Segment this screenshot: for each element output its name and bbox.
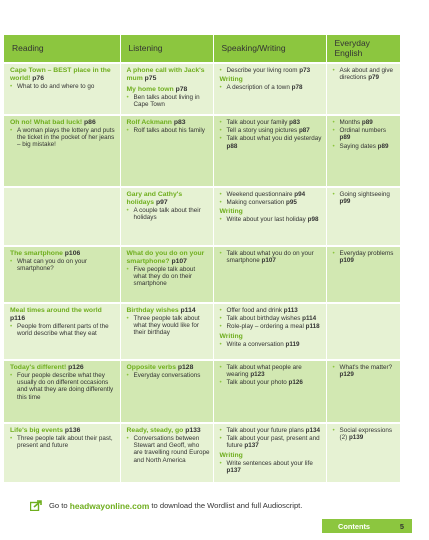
reading-list	[10, 258, 117, 272]
cell-speaking-writing	[213, 246, 326, 303]
item-page: p107	[261, 257, 276, 265]
page-label: Contents	[338, 522, 371, 531]
cell-speaking-writing	[213, 187, 326, 246]
listening-title	[127, 307, 210, 315]
writing-list	[220, 460, 323, 474]
cell-everyday-english	[326, 187, 400, 246]
reading-list	[10, 435, 117, 449]
listening-subtitle-page: p78	[175, 86, 188, 93]
writing-subheading: Writing	[219, 208, 243, 216]
cell-listening	[120, 187, 213, 246]
listening-list	[127, 435, 210, 464]
table-row	[4, 303, 400, 360]
listening-title-page: p83	[173, 119, 186, 126]
cell-reading	[4, 187, 120, 246]
speaking-list	[220, 250, 323, 264]
footer-link[interactable]: headwayonline.com	[69, 500, 150, 511]
reading-title-text: Today's different!	[10, 364, 67, 371]
item-text: What's the matter?	[339, 364, 393, 371]
listening-subtitle-text: My home town	[126, 86, 174, 93]
listening-subtitle	[127, 86, 210, 94]
cell-reading	[4, 303, 120, 360]
item-text: A woman plays the lottery and puts the ticket in the pocket of her jeans – big mistake!	[17, 127, 115, 149]
speaking-list	[220, 427, 323, 450]
reading-list	[10, 372, 117, 401]
reading-list	[10, 323, 117, 337]
speaking-list	[220, 191, 323, 206]
item-text: Saying dates	[339, 142, 376, 150]
list-item	[127, 372, 210, 379]
item-page: p95	[286, 199, 297, 207]
list-item	[220, 191, 323, 198]
list-item	[333, 67, 397, 81]
cell-speaking-writing	[213, 63, 326, 115]
listening-title-text: Ready, steady, go	[126, 427, 184, 434]
contents-table-wrapper	[4, 35, 400, 482]
item-text: Write a conversation	[226, 340, 284, 348]
item-page: p134	[305, 427, 320, 434]
list-item	[220, 315, 323, 322]
list-item	[220, 67, 323, 74]
header-reading: Reading	[4, 35, 120, 63]
reading-title-page: p106	[64, 250, 81, 257]
item-page: p79	[368, 74, 380, 82]
listening-title	[127, 67, 210, 83]
writing-list	[220, 341, 323, 348]
item-page: p119	[285, 340, 300, 348]
page-number: 5	[399, 522, 404, 531]
item-text: Offer food and drink	[226, 307, 283, 314]
writing-subheading: Writing	[219, 332, 243, 340]
list-item	[333, 127, 397, 141]
item-text: A description of a town	[226, 84, 290, 92]
cell-listening	[120, 303, 213, 360]
list-item	[333, 143, 397, 150]
list-item	[220, 199, 323, 206]
list-item	[10, 435, 117, 449]
list-item	[220, 364, 323, 378]
cell-everyday-english	[326, 303, 400, 360]
listening-title	[127, 250, 210, 266]
table-row	[4, 63, 400, 115]
item-text: Write sentences about your life	[226, 459, 313, 467]
reading-list	[10, 127, 117, 149]
download-arrow-icon	[30, 500, 42, 511]
cell-everyday-english	[326, 115, 400, 187]
reading-title-page: p136	[64, 427, 81, 434]
list-item	[220, 379, 323, 386]
list-item	[10, 372, 117, 401]
listening-list	[127, 372, 210, 379]
cell-listening	[120, 63, 213, 115]
item-page: p123	[250, 371, 265, 379]
listening-list	[127, 315, 210, 337]
listening-title-page: p97	[155, 199, 168, 206]
item-text: Months	[339, 119, 361, 126]
reading-title-page: p126	[68, 364, 84, 371]
listening-list	[127, 127, 210, 134]
list-item	[10, 127, 117, 149]
item-text: What can you do on your smartphone?	[17, 258, 88, 273]
item-page: p89	[339, 134, 351, 142]
listening-title-text: Gary and Cathy's holidays	[126, 191, 183, 206]
reading-title-page: p116	[10, 315, 26, 322]
item-text: Talk about birthday wishes	[226, 315, 301, 323]
list-item	[10, 83, 117, 90]
listening-title-page: p128	[177, 364, 194, 371]
writing-subheading: Writing	[219, 451, 243, 459]
cell-everyday-english	[326, 246, 400, 303]
listening-title	[127, 364, 210, 372]
list-item	[333, 427, 397, 441]
cell-listening	[120, 360, 213, 423]
cell-reading	[4, 246, 120, 303]
reading-title	[10, 67, 117, 83]
item-text: Five people talk about what they do on their smartphone	[133, 266, 196, 288]
list-item	[220, 427, 323, 434]
item-text: Everyday problems	[339, 250, 394, 257]
listening-title-text: Rolf Ackmann	[126, 119, 172, 126]
everyday-list	[333, 119, 397, 150]
item-text: Ask about and give directions	[339, 67, 394, 82]
writing-list	[220, 84, 323, 91]
reading-title	[10, 427, 117, 435]
header-row	[4, 35, 400, 63]
item-page: p118	[305, 323, 320, 331]
item-text: Talk about your family	[226, 119, 288, 126]
list-item	[220, 135, 323, 149]
item-page: p78	[291, 84, 303, 92]
header-everyday-english: Everyday English	[326, 35, 400, 63]
page-footer-bar	[322, 519, 412, 533]
listening-title-page: p107	[171, 258, 187, 265]
footer-prefix: Go to	[49, 501, 68, 510]
listening-title-page: p75	[144, 75, 157, 82]
item-page: p83	[289, 119, 301, 126]
everyday-list	[333, 250, 397, 264]
list-item	[220, 250, 323, 264]
item-page: p113	[283, 307, 298, 314]
item-page: p73	[299, 67, 311, 74]
reading-title-text: Oh no! What bad luck!	[10, 119, 83, 126]
item-page: p99	[339, 198, 351, 206]
reading-list	[10, 83, 117, 90]
footer-suffix: to download the Wordlist and full Audioscript.	[151, 501, 303, 510]
list-item	[333, 119, 397, 126]
item-page: p126	[288, 379, 303, 387]
list-item	[127, 127, 210, 134]
footer-note	[30, 500, 302, 511]
list-item	[127, 315, 210, 337]
listening-list	[127, 94, 210, 108]
item-text: Talk about what you do on your smartphone	[226, 250, 314, 265]
item-page: p139	[348, 434, 364, 442]
list-item	[333, 250, 397, 264]
item-text: What to do and where to go	[17, 83, 95, 90]
listening-title	[127, 427, 210, 435]
item-page: p129	[339, 371, 354, 379]
writing-list	[220, 216, 323, 223]
table-row	[4, 246, 400, 303]
list-item	[220, 216, 323, 223]
item-text: Rolf talks about his family	[133, 127, 205, 134]
everyday-list	[333, 364, 397, 378]
item-text: Everyday conversations	[133, 372, 201, 379]
list-item	[127, 266, 210, 288]
item-text: Role-play – ordering a meal	[226, 323, 304, 331]
reading-title	[10, 250, 117, 258]
cell-everyday-english	[326, 423, 400, 482]
list-item	[127, 435, 210, 464]
cell-speaking-writing	[213, 360, 326, 423]
item-page: p89	[361, 119, 373, 126]
item-text: Talk about what people are wearing	[226, 364, 302, 379]
cell-reading	[4, 115, 120, 187]
item-text: Conversations between Stewart and Geoff, who are travelling round Europe and North America	[133, 435, 210, 464]
header-speaking-writing: Speaking/Writing	[213, 35, 326, 63]
item-text: Ben talks about living in Cape Town	[133, 94, 200, 109]
table-row	[4, 187, 400, 246]
item-text: Describe your living room	[226, 67, 298, 74]
cell-speaking-writing	[213, 303, 326, 360]
list-item	[333, 191, 397, 205]
listening-list	[127, 266, 210, 288]
list-item	[220, 127, 323, 134]
list-item	[10, 323, 117, 337]
item-text: Talk about your past, present and future	[226, 435, 320, 450]
item-text: Tell a story using pictures	[226, 127, 298, 135]
cell-speaking-writing	[213, 423, 326, 482]
reading-title	[10, 364, 117, 372]
list-item	[220, 341, 323, 348]
reading-title	[10, 119, 117, 127]
item-page: p137	[244, 442, 259, 450]
list-item	[220, 119, 323, 126]
reading-title-text: The smartphone	[10, 250, 63, 257]
item-page: p114	[302, 315, 317, 323]
item-page: p109	[339, 257, 354, 265]
contents-table	[4, 35, 401, 482]
list-item	[220, 323, 323, 330]
list-item	[220, 84, 323, 91]
item-text: Talk about what you did yesterday	[226, 135, 322, 143]
table-row	[4, 423, 400, 482]
cell-everyday-english	[326, 63, 400, 115]
item-text: Talk about your photo	[226, 379, 287, 387]
item-text: Weekend questionnaire	[226, 191, 293, 198]
cell-reading	[4, 360, 120, 423]
item-text: Talk about your future plans	[226, 427, 304, 434]
listening-title-text: Opposite verbs	[126, 364, 176, 371]
cell-listening	[120, 423, 213, 482]
cell-reading	[4, 423, 120, 482]
reading-title-text: Life's big events	[10, 427, 63, 434]
item-page: p89	[377, 142, 389, 150]
item-text: Making conversation	[226, 199, 285, 207]
list-item	[127, 94, 210, 108]
everyday-list	[333, 427, 397, 441]
listening-title-text: What do you do on your smartphone?	[126, 250, 205, 265]
writing-subheading: Writing	[219, 76, 243, 84]
cell-speaking-writing	[213, 115, 326, 187]
speaking-list	[220, 67, 323, 74]
item-page: p88	[226, 142, 238, 150]
item-text: Ordinal numbers	[339, 127, 387, 135]
listening-title-text: A phone call with Jack's mum	[126, 67, 205, 82]
list-item	[10, 258, 117, 272]
item-text: People from different parts of the world describe what they eat	[17, 323, 109, 338]
list-item	[220, 307, 323, 314]
item-page: p137	[226, 466, 241, 474]
speaking-list	[220, 364, 323, 387]
item-text: Social expressions (2)	[339, 427, 392, 442]
list-item	[333, 364, 397, 378]
list-item	[220, 435, 323, 449]
cell-listening	[120, 115, 213, 187]
header-listening: Listening	[120, 35, 213, 63]
item-page: p94	[294, 191, 306, 198]
item-text: A couple talk about their holidays	[133, 207, 201, 222]
reading-title-text: Cape Town – BEST place in the world!	[10, 67, 111, 82]
item-text: Going sightseeing	[339, 191, 390, 198]
list-item	[220, 460, 323, 474]
everyday-list	[333, 191, 397, 205]
table-row	[4, 115, 400, 187]
reading-title	[10, 307, 117, 323]
cell-listening	[120, 246, 213, 303]
item-text: Four people describe what they usually do on different occasions and what they are doing differently this time	[17, 372, 114, 401]
contents-body	[4, 63, 400, 482]
item-page: p98	[307, 216, 319, 224]
listening-title	[127, 191, 210, 207]
listening-title-text: Birthday wishes	[126, 307, 179, 314]
reading-title-text: Meal times around the world	[10, 307, 102, 314]
item-page: p87	[298, 127, 310, 135]
table-row	[4, 360, 400, 423]
item-text: Write about your last holiday	[226, 216, 306, 224]
speaking-list	[220, 307, 323, 331]
speaking-list	[220, 119, 323, 150]
everyday-list	[333, 67, 397, 81]
listening-list	[127, 207, 210, 221]
cell-everyday-english	[326, 360, 400, 423]
reading-title-page: p76	[32, 75, 44, 82]
list-item	[127, 207, 210, 221]
listening-title	[127, 119, 210, 127]
item-text: Three people talk about their past, present and future	[17, 435, 113, 450]
cell-reading	[4, 63, 120, 115]
listening-title-page: p114	[180, 307, 196, 314]
reading-title-page: p86	[84, 119, 96, 126]
item-text: Three people talk about what they would like for their birthday	[133, 315, 200, 337]
listening-title-page: p133	[185, 427, 201, 434]
